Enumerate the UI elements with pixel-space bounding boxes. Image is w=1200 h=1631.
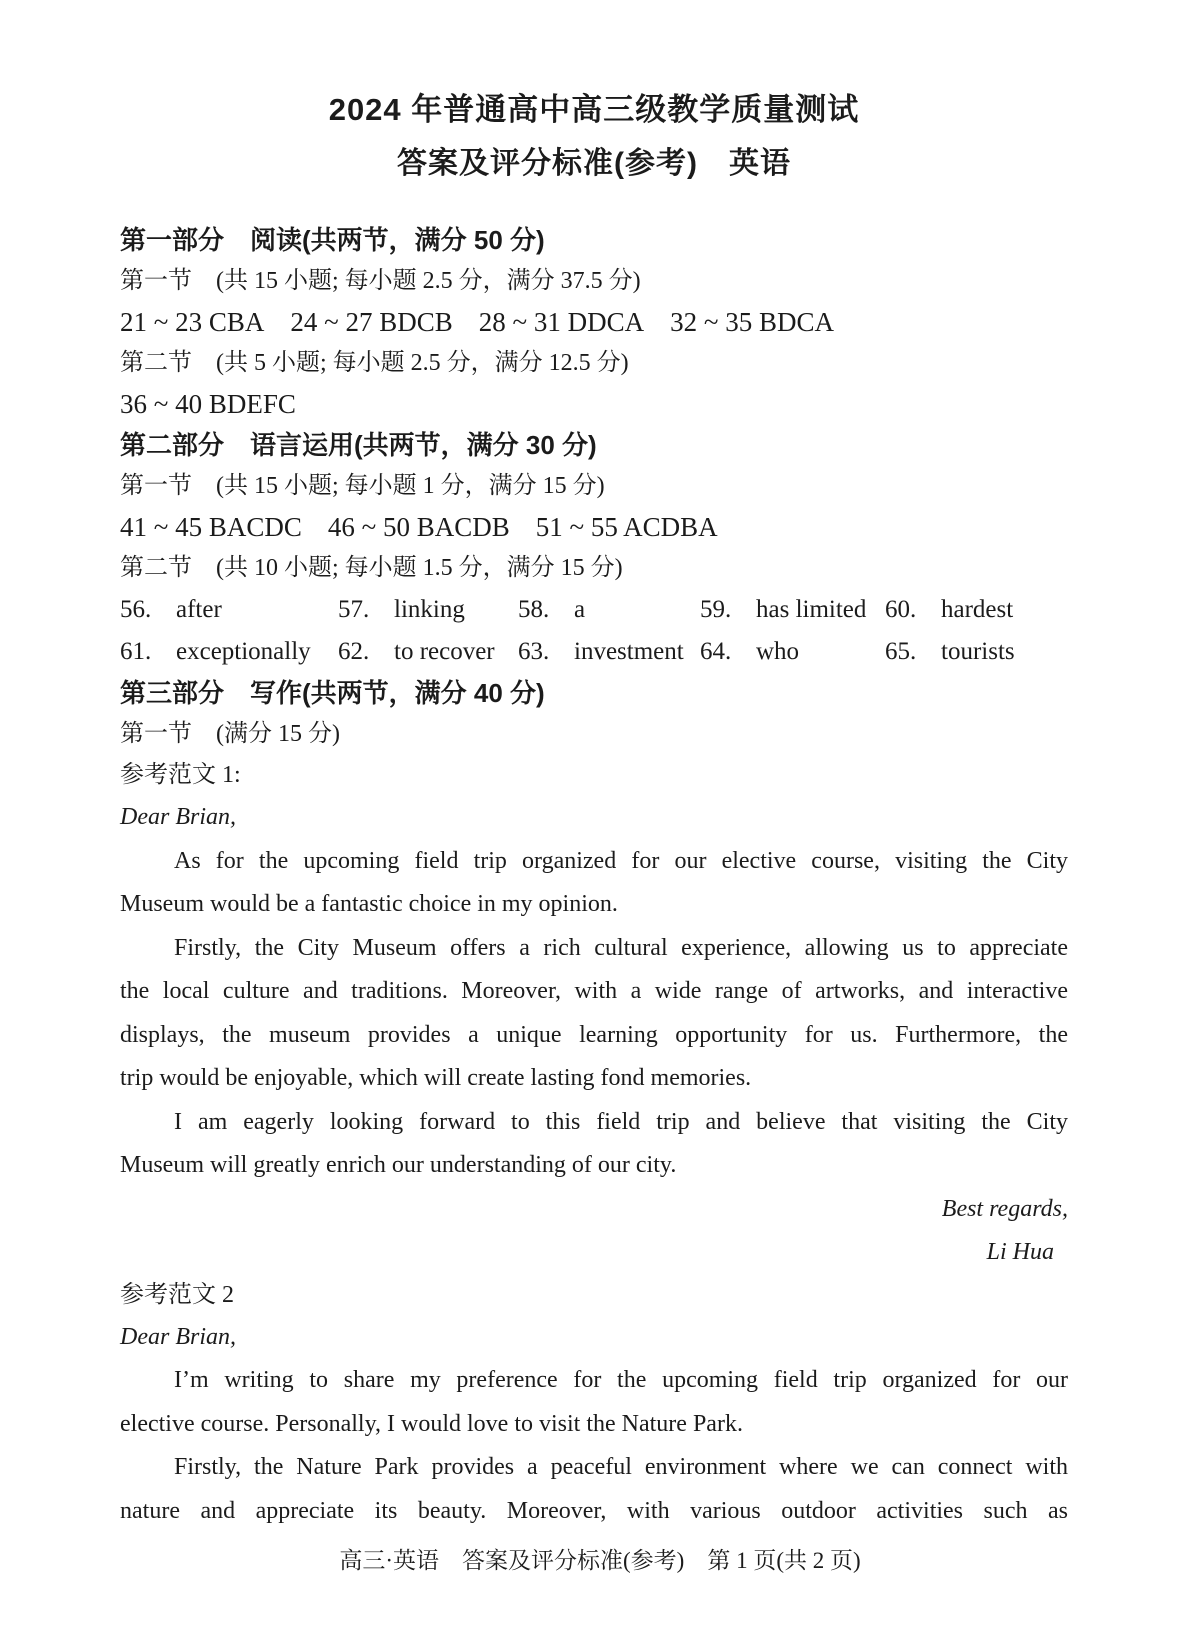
essay1-line: Firstly, the City Museum offers a rich cultural experience, allowing us to appreciate — [174, 934, 1068, 961]
part3-heading: 第三部分 写作(共两节，满分 40 分) — [120, 678, 545, 708]
answer-word: to recover — [394, 638, 495, 665]
page-content — [120, 88, 1068, 1533]
answer-item — [120, 631, 338, 673]
answer-item — [700, 631, 885, 673]
sample-essay-2 — [120, 1316, 1068, 1534]
answer-word: who — [756, 638, 800, 665]
answer-word: linking — [394, 596, 465, 623]
answer-item — [338, 589, 518, 631]
grammar-answers-row2 — [120, 631, 1068, 673]
answer-number: 59. — [700, 596, 732, 623]
sample-essay1-label: 参考范文 1: — [120, 762, 241, 788]
answer-number: 61. — [120, 638, 152, 665]
part1-section1-label: 第一节 (共 15 小题; 每小题 2.5 分，满分 37.5 分) — [120, 268, 641, 294]
essay1-line: I am eagerly looking forward to this field trip and believe that visiting the City — [174, 1108, 1068, 1135]
answer-item — [518, 631, 700, 673]
part3-section1-label: 第一节 (满分 15 分) — [120, 721, 340, 747]
essay1-salutation: Dear Brian, — [120, 804, 236, 830]
answer-group: 28 ~ 31 DDCA — [478, 307, 645, 337]
part1-section2-answers — [120, 384, 1068, 425]
page-subtitle: 答案及评分标准(参考) 英语 — [397, 147, 791, 180]
answer-number: 62. — [338, 638, 370, 665]
part2-section1-label: 第一节 (共 15 小题; 每小题 1 分，满分 15 分) — [120, 473, 605, 499]
answer-item — [885, 631, 1068, 673]
sample-essay-1 — [120, 796, 1068, 1275]
page-footer: 高三·英语 答案及评分标准(参考) 第 1 页(共 2 页) — [339, 1548, 861, 1573]
answer-item — [518, 589, 700, 631]
answer-number: 56. — [120, 596, 152, 623]
sample-essay2-label: 参考范文 2 — [120, 1281, 234, 1308]
answer-group: 24 ~ 27 BDCB — [290, 307, 453, 337]
answer-number: 60. — [885, 596, 917, 623]
answer-group: 41 ~ 45 BACDC — [120, 512, 302, 542]
essay1-line: displays, the museum provides a unique learning opportunity for us. Furthermore, the — [120, 1021, 1068, 1048]
answer-word: has limited — [756, 596, 867, 623]
answer-number: 63. — [518, 638, 550, 665]
essay2-line: nature and appreciate its beauty. Moreover, with various outdoor activities such as — [120, 1497, 1068, 1524]
part1-heading: 第一部分 阅读(共两节，满分 50 分) — [120, 225, 545, 255]
essay2-line: I’m writing to share my preference for the upcoming field trip organized for our — [174, 1367, 1068, 1393]
grammar-answers-row1 — [120, 589, 1068, 631]
answer-word: hardest — [941, 596, 1014, 623]
answer-word: tourists — [941, 638, 1015, 665]
essay2-line: Firstly, the Nature Park provides a peaceful environment where we can connect with — [174, 1454, 1068, 1480]
answer-group: 46 ~ 50 BACDB — [327, 512, 510, 542]
part2-section2-label: 第二节 (共 10 小题; 每小题 1.5 分，满分 15 分) — [120, 555, 623, 581]
answer-group: 21 ~ 23 CBA — [120, 307, 265, 337]
essay1-line: the local culture and traditions. Moreover, with a wide range of artworks, and interactive — [120, 978, 1068, 1004]
essay1-closing: Best regards, — [941, 1195, 1068, 1222]
answer-word: a — [574, 596, 586, 623]
answer-group: 36 ~ 40 BDEFC — [120, 389, 296, 419]
essay2-salutation: Dear Brian, — [120, 1323, 236, 1350]
answer-item — [120, 589, 338, 631]
essay1-line: trip would be enjoyable, which will create lasting fond memories. — [120, 1065, 752, 1091]
answer-word: exceptionally — [176, 638, 311, 665]
answer-group: 32 ~ 35 BDCA — [670, 307, 835, 337]
essay2-line: elective course. Personally, I would love to visit the Nature Park. — [120, 1410, 743, 1437]
answer-group: 51 ~ 55 ACDBA — [535, 512, 718, 542]
part2-heading: 第二部分 语言运用(共两节，满分 30 分) — [120, 430, 597, 460]
part1-section2-label: 第二节 (共 5 小题; 每小题 2.5 分，满分 12.5 分) — [120, 350, 629, 376]
answer-number: 65. — [885, 638, 917, 665]
part2-section1-answers — [120, 507, 1068, 548]
answer-item — [700, 589, 885, 631]
essay1-signature: Li Hua — [986, 1239, 1054, 1265]
answer-number: 58. — [518, 596, 550, 623]
answer-word: investment — [574, 638, 684, 665]
answer-word: after — [176, 596, 222, 623]
answer-item — [885, 589, 1068, 631]
part1-section1-answers — [120, 302, 1068, 343]
essay1-line: As for the upcoming field trip organized for our elective course, visiting the City — [174, 847, 1068, 874]
essay1-line: Museum will greatly enrich our understanding of our city. — [120, 1152, 677, 1178]
answer-number: 57. — [338, 596, 370, 623]
answer-item — [338, 631, 518, 673]
answer-number: 64. — [700, 638, 732, 665]
essay1-line: Museum would be a fantastic choice in my opinion. — [120, 891, 618, 917]
page-title: 2024 年普通高中高三级教学质量测试 — [328, 92, 860, 127]
